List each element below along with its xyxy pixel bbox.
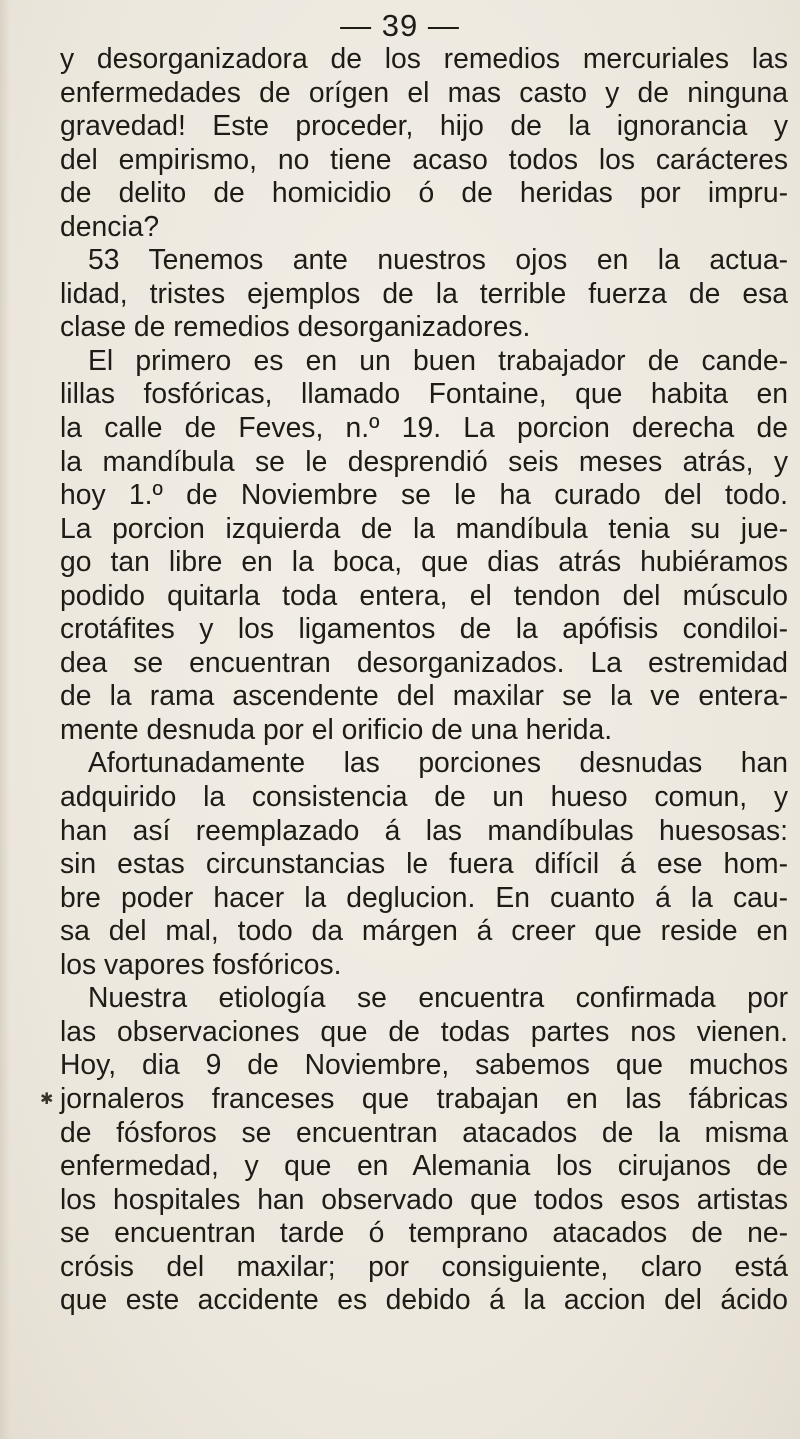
text-line: dea se encuentran desorganizados. La estremidad — [60, 645, 788, 678]
text-line: los vapores fosfóricos. — [60, 947, 342, 980]
text-line: Nuestra etiología se encuentra confirmada por — [88, 981, 788, 1014]
text-line: enfermedades de orígen el mas casto y de ninguna — [60, 75, 788, 108]
text-line: hoy 1.º de Noviembre se le ha curado del todo. — [60, 478, 788, 511]
text-line: la calle de Feves, n.º 19. La porcion derecha de — [60, 411, 788, 444]
text-line: go tan libre en la boca, que dias atrás hubiéramos — [60, 545, 788, 578]
text-line: de delito de homicidio ó de heridas por impru- — [60, 176, 788, 209]
text-line: de fósforos se encuentran atacados de la misma — [60, 1115, 788, 1148]
text-line: los hospitales han observado que todos esos artistas — [60, 1182, 788, 1215]
page-number: — 39 — — [340, 8, 460, 43]
text-line: crotáfites y los ligamentos de la apófisis condiloi- — [60, 612, 788, 645]
text-line: sin estas circunstancias le fuera difícil á ese hom- — [60, 847, 788, 880]
text-line: mente desnuda por el orificio de una herida. — [60, 712, 613, 745]
body-text — [60, 42, 788, 1317]
text-line: del empirismo, no tiene acaso todos los carácteres — [60, 142, 788, 175]
page-edge-shadow — [0, 0, 10, 1439]
text-line: Hoy, dia 9 de Noviembre, sabemos que muchos — [60, 1048, 788, 1081]
text-line: adquirido la consistencia de un hueso comun, y — [60, 780, 788, 813]
text-line: clase de remedios desorganizadores. — [60, 310, 531, 343]
text-line: bre poder hacer la deglucion. En cuanto á la cau- — [60, 880, 788, 913]
text-line: podido quitarla toda entera, el tendon del músculo — [60, 578, 788, 611]
text-line: jornaleros franceses que trabajan en las fábricas — [60, 1081, 788, 1114]
text-line: El primero es en un buen trabajador de cande- — [88, 343, 788, 376]
text-line: enfermedad, y que en Alemania los cirujanos de — [60, 1149, 788, 1182]
margin-mark-icon: ✱ — [40, 1091, 54, 1108]
text-line: las observaciones que de todas partes nos vienen. — [60, 1014, 788, 1047]
text-line: de la rama ascendente del maxilar se la ve entera- — [60, 679, 788, 712]
text-line: que este accidente es debido á la accion del ácido — [60, 1283, 788, 1316]
text-line: crósis del maxilar; por consiguiente, claro está — [60, 1249, 788, 1282]
text-line: 53 Tenemos ante nuestros ojos en la actua- — [88, 243, 788, 276]
text-line: la mandíbula se le desprendió seis meses atrás, y — [60, 444, 788, 477]
text-line: sa del mal, todo da márgen á creer que reside en — [60, 914, 788, 947]
text-line: gravedad! Este proceder, hijo de la ignorancia y — [60, 109, 788, 142]
text-line: y desorganizadora de los remedios mercuriales las — [60, 42, 788, 74]
text-line: La porcion izquierda de la mandíbula tenia su jue- — [60, 511, 788, 544]
text-line: Afortunadamente las porciones desnudas han — [88, 746, 788, 779]
text-line: se encuentran tarde ó temprano atacados de ne- — [60, 1216, 788, 1249]
text-line: lillas fosfóricas, llamado Fontaine, que habita en — [60, 377, 788, 410]
text-line: lidad, tristes ejemplos de la terrible fuerza de esa — [60, 276, 788, 309]
text-line: han así reemplazado á las mandíbulas huesosas: — [60, 813, 788, 846]
text-line: dencia? — [60, 209, 160, 242]
